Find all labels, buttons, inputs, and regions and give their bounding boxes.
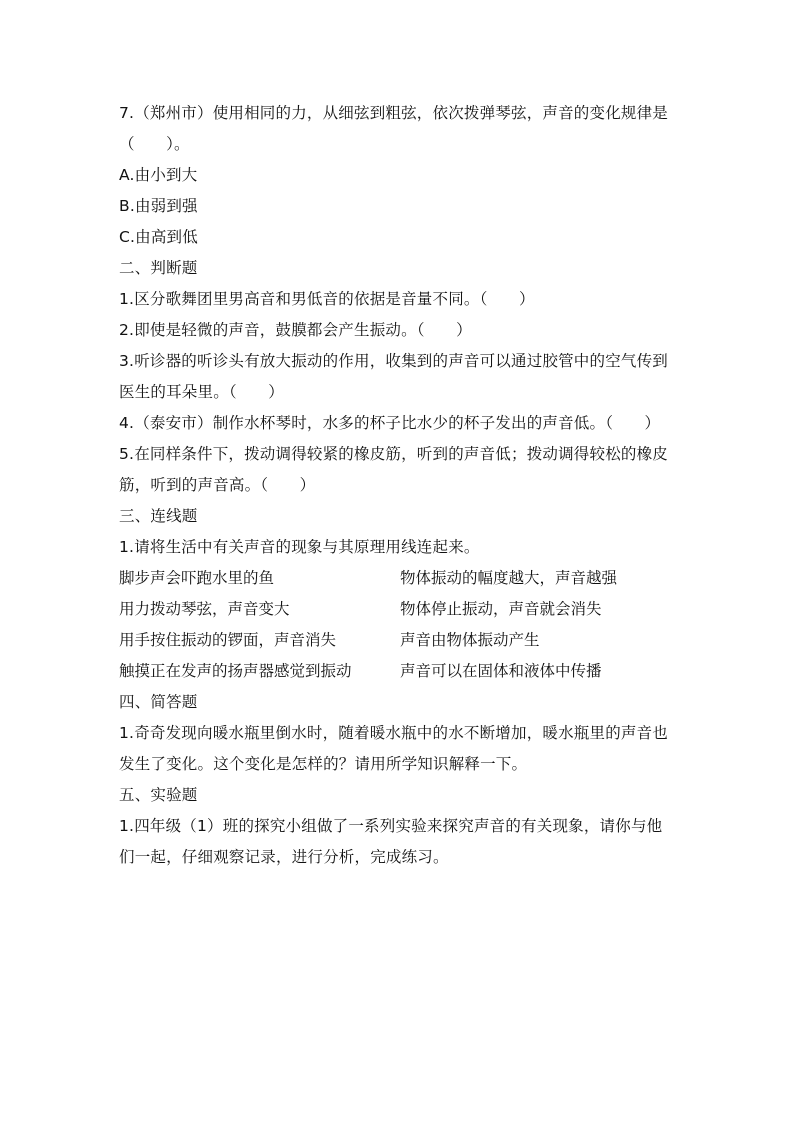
document-content — [119, 98, 679, 873]
judge-item-2: 2.即使是轻微的声音，鼓膜都会产生振动。（ ） — [119, 321, 472, 339]
question-7-option-c: C.由高到低 — [119, 228, 198, 246]
section-3-heading: 三、连线题 — [119, 507, 198, 525]
principle-label: 物体停止振动，声音就会消失 — [400, 600, 602, 618]
phenomenon-label: 脚步声会吓跑水里的鱼 — [119, 569, 275, 587]
matching-row — [119, 594, 679, 625]
question-7-option-a: A.由小到大 — [119, 166, 198, 184]
section-2-heading: 二、判断题 — [119, 259, 198, 277]
phenomenon-label: 用力拨动琴弦，声音变大 — [119, 600, 290, 618]
judge-item-3-line-1: 3.听诊器的听诊头有放大振动的作用，收集到的声音可以通过胶管中的空气传到 — [119, 352, 668, 370]
experiment-1-line-1: 1.四年级（1）班的探究小组做了一系列实验来探究声音的有关现象，请你与他 — [119, 817, 663, 835]
judge-item-4: 4.（泰安市）制作水杯琴时，水多的杯子比水少的杯子发出的声音低。（ ） — [119, 414, 661, 432]
matching-row — [119, 656, 679, 687]
phenomenon-label: 用手按住振动的锣面，声音消失 — [119, 631, 337, 649]
judge-item-5-line-1: 5.在同样条件下，拨动调得较紧的橡皮筋，听到的声音低；拨动调得较松的橡皮 — [119, 445, 668, 463]
judge-item-3-line-2: 医生的耳朵里。（ ） — [119, 383, 284, 401]
principle-label: 声音由物体振动产生 — [400, 631, 540, 649]
section-4-heading: 四、简答题 — [119, 693, 198, 711]
short-answer-1-line-2: 发生了变化。这个变化是怎样的？请用所学知识解释一下。 — [119, 755, 528, 773]
question-7-blank: （ ）。 — [119, 135, 190, 153]
judge-item-1: 1.区分歌舞团里男高音和男低音的依据是音量不同。（ ） — [119, 290, 535, 308]
principle-label: 物体振动的幅度越大，声音越强 — [400, 569, 618, 587]
judge-item-5-line-2: 筋，听到的声音高。（ ） — [119, 476, 316, 494]
matching-row — [119, 625, 679, 656]
principle-label: 声音可以在固体和液体中传播 — [400, 662, 602, 680]
matching-row — [119, 563, 679, 594]
question-7-option-b: B.由弱到强 — [119, 197, 198, 215]
phenomenon-label: 触摸正在发声的扬声器感觉到振动 — [119, 662, 352, 680]
section-5-heading: 五、实验题 — [119, 786, 198, 804]
question-7-stem: 7.（郑州市）使用相同的力，从细弦到粗弦，依次拨弹琴弦，声音的变化规律是 — [119, 104, 668, 122]
matching-instruction: 1.请将生活中有关声音的现象与其原理用线连起来。 — [119, 538, 480, 556]
short-answer-1-line-1: 1.奇奇发现向暖水瓶里倒水时，随着暖水瓶中的水不断增加，暖水瓶里的声音也 — [119, 724, 668, 742]
experiment-1-line-2: 们一起，仔细观察记录，进行分析，完成练习。 — [119, 848, 449, 866]
